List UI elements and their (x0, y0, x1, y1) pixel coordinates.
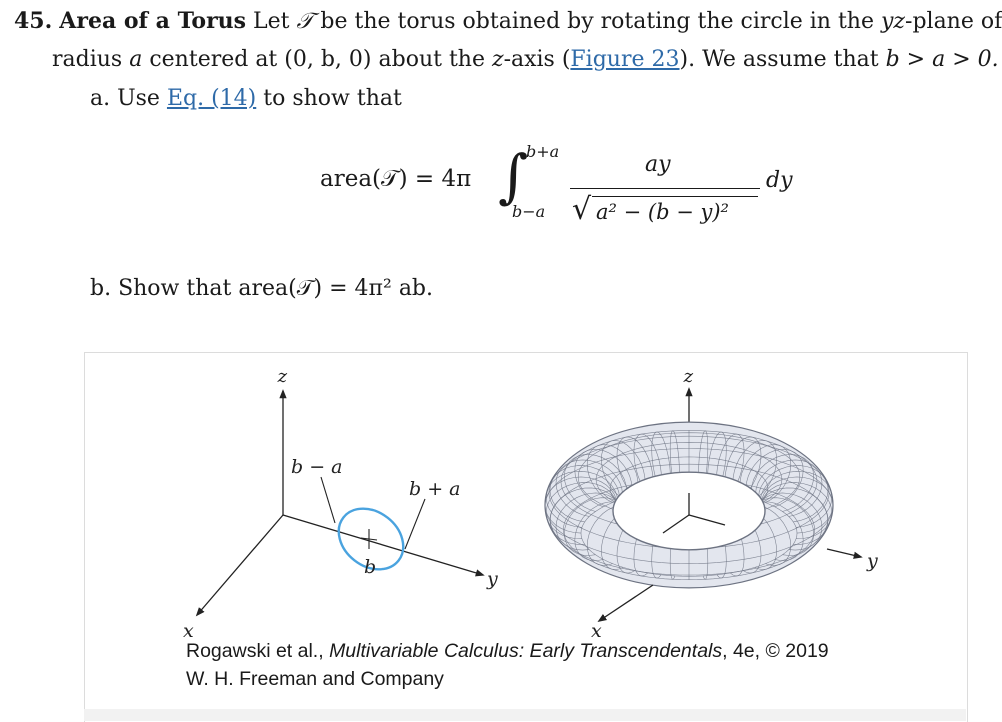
right-x-axis (599, 585, 653, 621)
right-y-axis (827, 549, 861, 557)
left-x-label: x (183, 620, 194, 642)
right-y-label: y (867, 550, 878, 572)
problem-number: 45. (14, 8, 53, 34)
b-minus-a-label: b − a (291, 456, 343, 478)
part-b-label: b. Show that (90, 276, 239, 301)
right-z-label: z (683, 368, 693, 389)
part-a-line (90, 84, 402, 114)
integral-upper-limit: b+a (526, 142, 560, 161)
problem-line-2 (52, 45, 999, 75)
b-plus-a-leader (405, 499, 425, 549)
b-label: b (364, 556, 377, 578)
part-a-text: to show that (256, 86, 402, 111)
center-point: (0, b, 0) (284, 47, 372, 72)
figure-drawing (85, 353, 967, 722)
line2-text-1: radius (52, 47, 130, 72)
area-equation (320, 140, 800, 250)
left-x-axis (197, 515, 283, 615)
figure-23-panel (84, 352, 968, 722)
integral-sign: ∫ (498, 142, 529, 210)
eq-14-link[interactable]: Eq. (14) (166, 86, 257, 111)
problem-title: Area of a Torus (59, 8, 247, 34)
right-x-label: x (591, 620, 602, 642)
intro-text-3: -plane of (905, 9, 1002, 34)
circle-diagram (183, 368, 498, 642)
axis-name: z (491, 47, 504, 72)
caption-publisher: W. H. Freeman and Company (186, 668, 444, 690)
intro-text-1: Let (246, 9, 297, 34)
caption-authors: Rogawski et al., (186, 640, 330, 662)
differential: dy (766, 168, 793, 193)
figure-footer-strip (84, 709, 966, 721)
radicand: a² − (b − y)² (596, 200, 729, 224)
plane-name: yz (880, 9, 906, 34)
part-b-expression: area(𝒯) = 4π² ab. (238, 276, 434, 301)
inequality: b > a > 0. (885, 47, 999, 72)
line2-text-4: -axis ( (503, 47, 571, 72)
caption-book-title: Multivariable Calculus: Early Transcendentals (329, 640, 723, 662)
line2-text-2: centered at (142, 47, 285, 72)
left-y-label: y (487, 568, 498, 590)
integral-lower-limit: b−a (512, 202, 546, 221)
part-a-label: a. Use (90, 86, 167, 111)
part-b-line (90, 274, 433, 304)
equation-lhs: area(𝒯) = 4π (320, 166, 472, 192)
fraction-bar (570, 188, 760, 189)
torus-diagram (545, 368, 878, 642)
line2-text-5: ). We assume that (679, 47, 886, 72)
left-z-label: z (277, 368, 287, 389)
b-minus-a-leader (321, 477, 335, 523)
b-plus-a-label: b + a (409, 478, 461, 500)
figure-caption-line-1 (186, 640, 829, 663)
torus-symbol: 𝒯 (296, 9, 314, 34)
var-a: a (129, 47, 143, 72)
sqrt-vinculum (592, 196, 758, 197)
caption-edition: , 4e, © 2019 (722, 640, 829, 662)
fraction-numerator: ay (645, 152, 671, 177)
problem-line-1 (14, 6, 1002, 37)
intro-text-2: be the torus obtained by rotating the circle in the (313, 9, 881, 34)
figure-23-link[interactable]: Figure 23 (570, 47, 680, 72)
figure-caption-line-2 (186, 668, 444, 691)
left-y-axis (283, 515, 483, 575)
line2-text-3: about the (371, 47, 492, 72)
sqrt-sign: √ (572, 192, 592, 227)
